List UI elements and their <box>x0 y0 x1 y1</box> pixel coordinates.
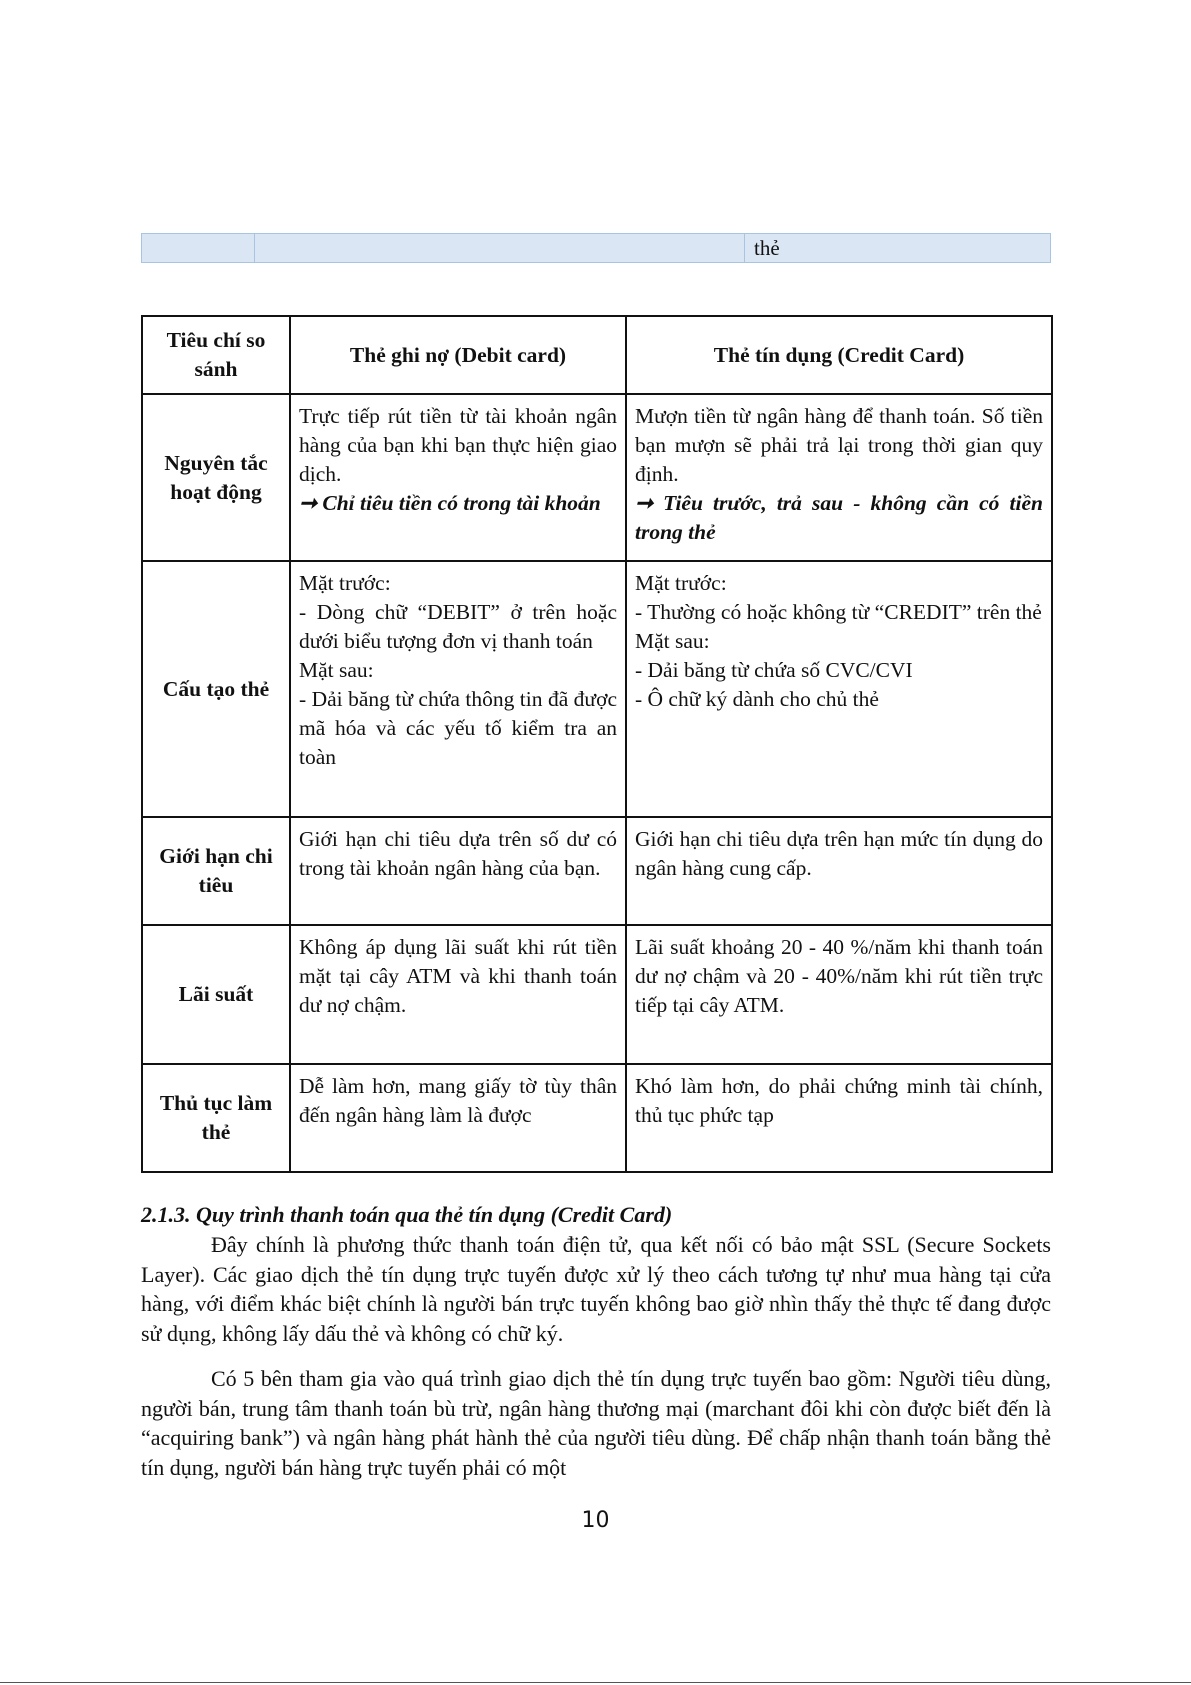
credit-cell: Khó làm hơn, do phải chứng minh tài chính, thủ tục phức tạp <box>626 1064 1052 1172</box>
debit-text: Trực tiếp rút tiền từ tài khoản ngân hàng của bạn khi bạn thực hiện giao dịch. <box>299 404 617 486</box>
header-debit: Thẻ ghi nợ (Debit card) <box>290 316 626 394</box>
credit-line: Mặt sau: <box>635 629 710 653</box>
remnant-cell-1 <box>142 234 255 262</box>
row-criterion: Nguyên tắc hoạt động <box>142 394 290 561</box>
row-criterion: Cấu tạo thẻ <box>142 561 290 817</box>
credit-cell: Lãi suất khoảng 20 - 40 %/năm khi thanh toán dư nợ chậm và 20 - 40%/năm khi rút tiền trực tiếp tại cây ATM. <box>626 925 1052 1064</box>
table-row <box>142 925 1052 1064</box>
table-row <box>142 394 1052 561</box>
table-row <box>142 561 1052 817</box>
table-header-row <box>142 316 1052 394</box>
remnant-cell-3: thẻ <box>754 236 780 260</box>
previous-table-remnant <box>141 233 1051 263</box>
credit-line: - Dải băng từ chứa số CVC/CVI <box>635 658 913 682</box>
body-paragraph: Đây chính là phương thức thanh toán điện tử, qua kết nối có bảo mật SSL (Secure Sockets Layer). Các giao dịch thẻ tín dụng trực tuyến được xử lý theo cách tương tự như mua hàng tại cửa hàng, với điểm khác biệt chính là người bán trực tuyến không bao giờ nhìn thấy thẻ thực tế đang được sử dụng, không lấy dấu thẻ và không có chữ ký. <box>141 1232 1051 1346</box>
header-criterion: Tiêu chí so sánh <box>142 316 290 394</box>
debit-line: Mặt trước: <box>299 571 391 595</box>
credit-text: Mượn tiền từ ngân hàng để thanh toán. Số tiền bạn mượn sẽ phải trả lại trong thời gian quy định. <box>635 404 1043 486</box>
debit-cell: Không áp dụng lãi suất khi rút tiền mặt tại cây ATM và khi thanh toán dư nợ chậm. <box>290 925 626 1064</box>
page-number: 10 <box>581 1508 610 1533</box>
header-credit: Thẻ tín dụng (Credit Card) <box>626 316 1052 394</box>
body-paragraph: Có 5 bên tham gia vào quá trình giao dịch thẻ tín dụng trực tuyến bao gồm: Người tiêu dùng, người bán, trung tâm thanh toán bù trừ, ngân hàng thương mại (marchant đôi khi còn được biết đến là “acquiring bank”) và ngân hàng phát hành thẻ của người tiêu dùng. Để chấp nhận thanh toán bằng thẻ tín dụng, người bán hàng trực tuyến phải có một <box>141 1366 1051 1480</box>
credit-line: - Thường có hoặc không từ “CREDIT” trên thẻ <box>635 600 1042 624</box>
row-criterion: Thủ tục làm thẻ <box>142 1064 290 1172</box>
debit-cell: Giới hạn chi tiêu dựa trên số dư có trong tài khoản ngân hàng của bạn. <box>290 817 626 925</box>
credit-cell <box>626 561 1052 817</box>
table-row <box>142 817 1052 925</box>
credit-emphasis: ➞ Tiêu trước, trả sau - không cần có tiền trong thẻ <box>635 491 1043 544</box>
page-bottom-divider <box>0 1682 1191 1683</box>
debit-line: - Dòng chữ “DEBIT” ở trên hoặc dưới biểu tượng đơn vị thanh toán <box>299 600 617 653</box>
debit-line: Mặt sau: <box>299 658 374 682</box>
credit-cell <box>626 394 1052 561</box>
table-row <box>142 1064 1052 1172</box>
debit-cell <box>290 561 626 817</box>
section-heading: 2.1.3. Quy trình thanh toán qua thẻ tín dụng (Credit Card) <box>141 1202 673 1227</box>
debit-line: - Dải băng từ chứa thông tin đã được mã hóa và các yếu tố kiểm tra an toàn <box>299 687 617 769</box>
debit-cell: Dễ làm hơn, mang giấy tờ tùy thân đến ngân hàng làm là được <box>290 1064 626 1172</box>
credit-cell: Giới hạn chi tiêu dựa trên hạn mức tín dụng do ngân hàng cung cấp. <box>626 817 1052 925</box>
debit-emphasis: ➞ Chỉ tiêu tiền có trong tài khoản <box>299 491 601 515</box>
credit-line: Mặt trước: <box>635 571 727 595</box>
remnant-cell-2 <box>254 234 745 262</box>
debit-cell <box>290 394 626 561</box>
comparison-table <box>141 315 1053 1173</box>
credit-line: - Ô chữ ký dành cho chủ thẻ <box>635 687 879 711</box>
row-criterion: Lãi suất <box>142 925 290 1064</box>
row-criterion: Giới hạn chi tiêu <box>142 817 290 925</box>
